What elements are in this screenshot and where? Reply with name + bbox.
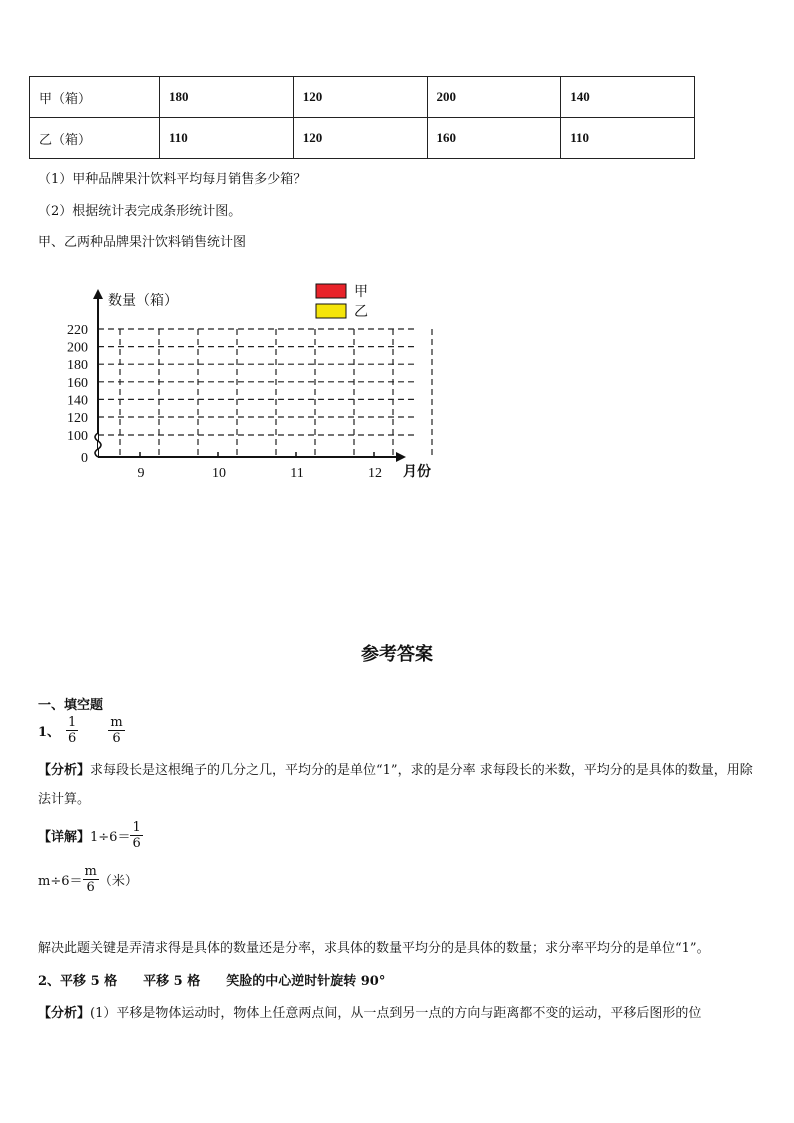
y-tick-label: 140 xyxy=(67,393,88,409)
chart-title: 甲、乙两种品牌果汁饮料销售统计图 xyxy=(38,235,247,250)
analysis-2-paragraph: 【分析】(1）平移是物体运动时，物体上任意两点间，从一点到另一点的方向与距离都不变的运动，平移后图形的位 xyxy=(38,1006,702,1021)
legend-label: 甲 xyxy=(354,285,368,300)
y-tick-label: 160 xyxy=(67,375,88,391)
fraction-m-6: $\frac{m}{6}$ xyxy=(110,715,123,746)
item-number: 1、 xyxy=(38,725,61,740)
y-tick-label: 220 xyxy=(67,323,88,338)
row-label: 乙（箱） xyxy=(30,118,160,159)
y-axis-arrow xyxy=(93,289,103,299)
fraction-1-6: $\frac{1}{6}$ xyxy=(68,715,77,746)
table-row xyxy=(30,118,695,159)
x-tick-label: 11 xyxy=(290,466,304,481)
legend-swatch xyxy=(316,284,346,298)
answer-1 xyxy=(38,715,125,746)
table-cell: 110 xyxy=(160,118,294,159)
table-cell: 120 xyxy=(293,118,427,159)
question-1: （1）甲种品牌果汁饮料平均每月销售多少箱？ xyxy=(38,172,307,187)
fraction-1-6-detail: $\frac{1}{6}$ xyxy=(132,820,141,851)
table-cell: 110 xyxy=(561,118,695,159)
detail-line-2: m÷6＝ $\frac{m}{6}$ （米） xyxy=(38,864,138,895)
y-tick-label: 120 xyxy=(67,411,88,426)
x-tick-label: 12 xyxy=(368,466,382,481)
x-axis-label: 月份 xyxy=(403,465,431,480)
row-label: 甲（箱） xyxy=(30,77,160,118)
answer-2: 2、平移 5 格 平移 5 格 笑脸的中心逆时针旋转 90° xyxy=(38,974,386,989)
legend-swatch xyxy=(316,304,346,318)
fraction-m-6-detail: $\frac{m}{6}$ xyxy=(84,864,97,895)
y-tick-label: 200 xyxy=(67,340,88,356)
legend-label: 乙 xyxy=(354,305,368,320)
table-cell: 120 xyxy=(293,77,427,118)
table-row xyxy=(30,77,695,118)
sales-table xyxy=(29,76,695,159)
x-tick-label: 9 xyxy=(137,466,145,481)
y-tick-label: 0 xyxy=(81,451,88,466)
table-cell: 180 xyxy=(160,77,294,118)
table-cell: 140 xyxy=(561,77,695,118)
conclusion-paragraph: 解决此题关键是弄清求得是具体的数量还是分率，求具体的数量平均分的是具体的数量；求分率平均分的是单位“1”。 xyxy=(38,941,710,956)
bar-chart xyxy=(0,270,460,485)
x-tick-label: 10 xyxy=(212,466,226,481)
section-title: 一、填空题 xyxy=(38,698,104,713)
answer-heading: 参考答案 xyxy=(361,644,433,665)
y-axis-label: 数量（箱） xyxy=(108,294,178,309)
detail-line-1: 【详解】 1÷6＝ $\frac{1}{6}$ xyxy=(38,820,141,851)
table-cell: 200 xyxy=(427,77,561,118)
question-2: （2）根据统计表完成条形统计图。 xyxy=(38,204,242,219)
table-cell: 160 xyxy=(427,118,561,159)
x-axis-arrow xyxy=(396,452,406,462)
y-tick-label: 100 xyxy=(67,429,88,444)
analysis-paragraph: 【分析】求每段长是这根绳子的几分之几，平均分的是单位“1”，求的是分率 求每段长的米数，平均分的是具体的数量，用除法计算。 xyxy=(38,763,753,807)
axis-break xyxy=(95,433,101,457)
y-tick-label: 180 xyxy=(67,358,88,374)
